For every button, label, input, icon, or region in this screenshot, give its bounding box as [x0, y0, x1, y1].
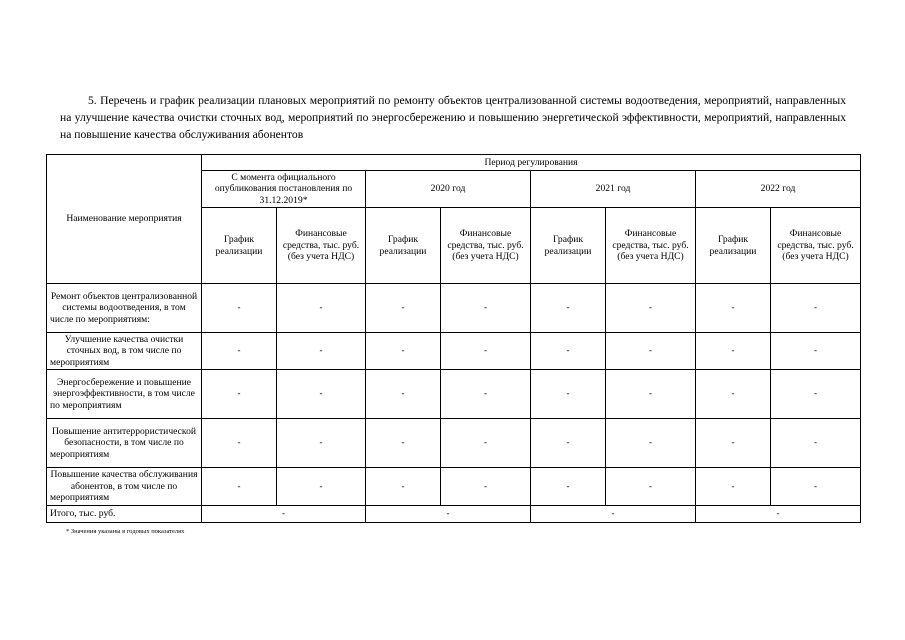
table-row — [47, 370, 861, 419]
header-schedule: График реализации — [202, 208, 277, 284]
activity-name: Повышение антитеррористической безопасности, в том числе по мероприятиям — [47, 419, 202, 468]
section-heading: 5. Перечень и график реализации плановых мероприятий по ремонту объектов централизованной системы водоотведения, мероприятий, направленных на улучшение качества очистки сточных вод, мероприятий по энергосбережению и повышению энергетической эффективности, мероприятий, направленных на повышение качества обслуживания абонентов — [60, 94, 846, 141]
table-cell: - — [771, 370, 861, 419]
total-cell: - — [531, 506, 696, 523]
header-activity-name: Наименование мероприятия — [47, 155, 202, 284]
header-regulation-period: Период регулирования — [202, 155, 861, 171]
table-cell: - — [277, 333, 366, 370]
table-cell: - — [606, 419, 696, 468]
header-finance: Финансовые средства, тыс. руб. (без учета НДС) — [771, 208, 861, 284]
table-row — [47, 333, 861, 370]
header-schedule: График реализации — [531, 208, 606, 284]
header-finance: Финансовые средства, тыс. руб. (без учета НДС) — [441, 208, 531, 284]
table-cell: - — [441, 419, 531, 468]
header-period-2022: 2022 год — [696, 171, 861, 208]
header-period-2020: 2020 год — [366, 171, 531, 208]
activity-name: Улучшение качества очистки сточных вод, в том числе по мероприятиям — [47, 333, 202, 370]
header-schedule: График реализации — [696, 208, 771, 284]
table-cell: - — [366, 333, 441, 370]
table-cell: - — [771, 284, 861, 333]
table-cell: - — [441, 468, 531, 506]
table-cell: - — [531, 370, 606, 419]
table-cell: - — [202, 468, 277, 506]
table-cell: - — [202, 370, 277, 419]
footnote: * Значения указаны в годовых показателях — [66, 528, 185, 535]
table-cell: - — [606, 284, 696, 333]
table-cell: - — [771, 333, 861, 370]
total-cell: - — [366, 506, 531, 523]
table-cell: - — [606, 333, 696, 370]
table-cell: - — [696, 333, 771, 370]
table-cell: - — [696, 284, 771, 333]
table-cell: - — [277, 419, 366, 468]
header-finance: Финансовые средства, тыс. руб. (без учета НДС) — [277, 208, 366, 284]
table-cell: - — [277, 370, 366, 419]
table-cell: - — [531, 468, 606, 506]
table-cell: - — [366, 419, 441, 468]
table-row — [47, 468, 861, 506]
table-cell: - — [366, 284, 441, 333]
table-cell: - — [202, 284, 277, 333]
table-cell: - — [441, 333, 531, 370]
header-schedule: График реализации — [366, 208, 441, 284]
table-cell: - — [531, 419, 606, 468]
table-row — [47, 419, 861, 468]
total-cell: - — [202, 506, 366, 523]
table-cell: - — [441, 370, 531, 419]
table-cell: - — [696, 370, 771, 419]
table-cell: - — [771, 468, 861, 506]
table-cell: - — [202, 419, 277, 468]
table-cell: - — [696, 468, 771, 506]
table-cell: - — [202, 333, 277, 370]
table-cell: - — [277, 468, 366, 506]
activity-name: Ремонт объектов централизованной системы водоотведения, в том числе по мероприятиям: — [47, 284, 202, 333]
total-cell: - — [696, 506, 861, 523]
table-cell: - — [696, 419, 771, 468]
table-cell: - — [531, 284, 606, 333]
activity-name: Энергосбережение и повышение энергоэффективности, в том числе по мероприятиям — [47, 370, 202, 419]
header-period-2021: 2021 год — [531, 171, 696, 208]
activities-table — [46, 154, 861, 523]
table-cell: - — [606, 370, 696, 419]
table-cell: - — [277, 284, 366, 333]
table-cell: - — [366, 468, 441, 506]
table-cell: - — [366, 370, 441, 419]
activity-name: Повышение качества обслуживания абонентов, в том числе по мероприятиям — [47, 468, 202, 506]
total-label: Итого, тыс. руб. — [47, 506, 202, 523]
table-cell: - — [606, 468, 696, 506]
table-cell: - — [441, 284, 531, 333]
header-finance: Финансовые средства, тыс. руб. (без учета НДС) — [606, 208, 696, 284]
total-row — [47, 506, 861, 523]
table-cell: - — [531, 333, 606, 370]
header-period-initial: С момента официального опубликования постановления по 31.12.2019* — [202, 171, 366, 208]
table-row — [47, 284, 861, 333]
table-cell: - — [771, 419, 861, 468]
